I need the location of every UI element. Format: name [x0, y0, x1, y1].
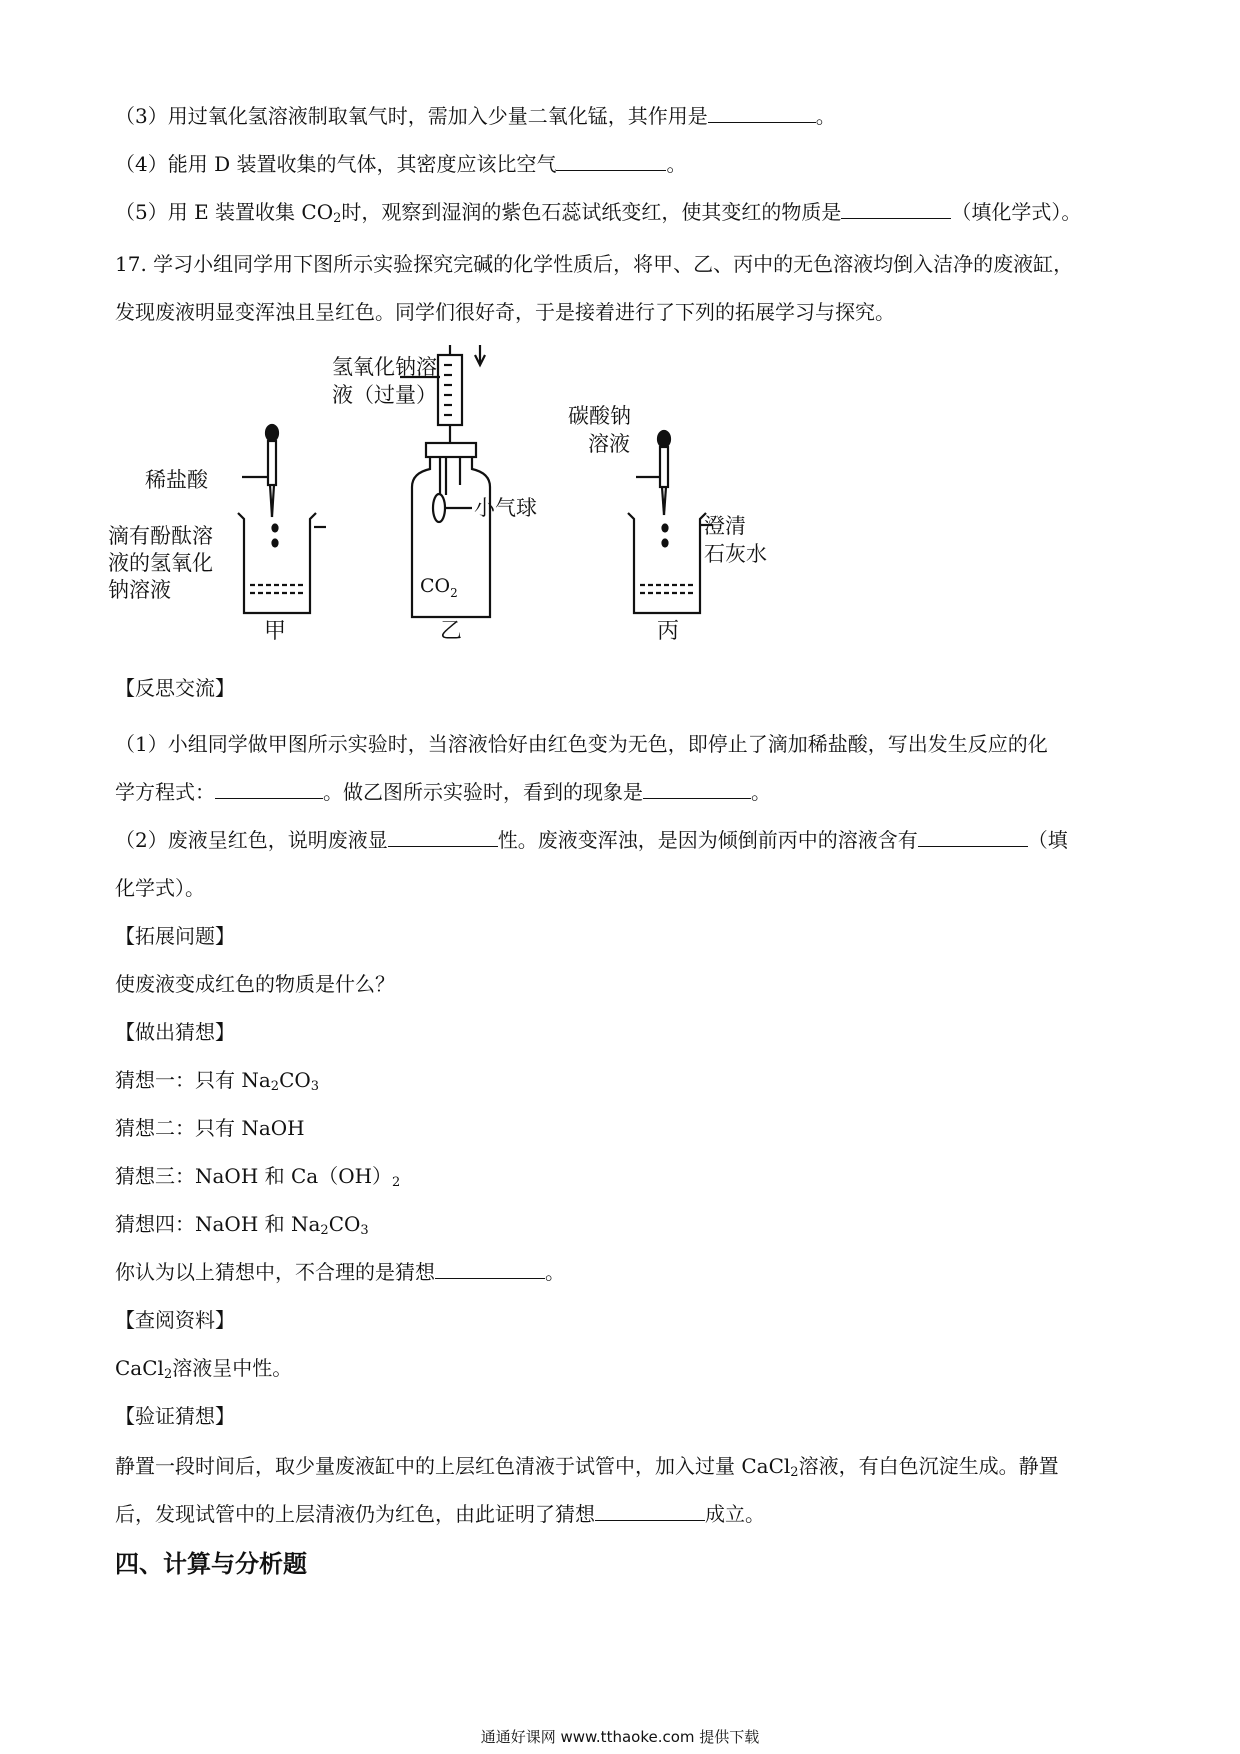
q5-text-3: （填化学式）。	[951, 200, 1082, 224]
yi-syringe-icon	[433, 345, 467, 450]
yi-caption: 乙	[440, 619, 463, 644]
reflect-p1-line-1: （1）小组同学做甲图所示实验时，当溶液恰好由红色变为无色，即停止了滴加稀盐酸，写出发生反应的化	[115, 732, 1048, 756]
q4-answer-blank[interactable]	[556, 150, 666, 171]
jia-solution-line-1: 滴有酚酞溶	[108, 524, 213, 548]
bing-beaker-icon	[628, 513, 712, 613]
bing-solution-line-1: 澄清	[704, 514, 746, 538]
reflect-p2-text-b: 性。废液变浑浊，是因为倾倒前丙中的溶液含有	[497, 828, 918, 852]
q5-answer-blank[interactable]	[841, 198, 951, 219]
q4-text: （4）能用 D 装置收集的气体，其密度应该比空气	[115, 152, 557, 176]
reflect-p2-line-2: 化学式）。	[115, 876, 205, 900]
verify-answer-blank[interactable]	[595, 1500, 705, 1521]
yi-gas-label: $CO_2$	[420, 575, 458, 600]
jia-caption: 甲	[264, 619, 287, 644]
extend-question: 使废液变成红色的物质是什么？	[115, 972, 395, 996]
reflect-p1-text-b: 。做乙图所示实验时，看到的现象是	[323, 780, 643, 804]
guess-2: 猜想二：只有 NaOH	[115, 1116, 305, 1140]
bing-dropper-icon	[658, 431, 670, 515]
verify-line-2-text: 后，发现试管中的上层清液仍为红色，由此证明了猜想	[115, 1502, 595, 1526]
extend-heading: 【拓展问题】	[115, 924, 235, 948]
page-footer: 通通好课网 www.tthaoke.com 提供下载	[480, 1728, 760, 1746]
guess-3: 猜想三：NaOH 和 $Ca(OH)_2$	[115, 1164, 401, 1190]
q4-end: 。	[666, 152, 687, 176]
reflect-p2-text-c: （填	[1027, 828, 1068, 852]
jia-reagent-label: 稀盐酸	[145, 468, 208, 492]
guess-4: 猜想四：NaOH 和 $Na_2CO_3$	[115, 1212, 369, 1238]
q4-line	[115, 150, 686, 178]
guess-question-text: 你认为以上猜想中，不合理的是猜想	[115, 1260, 435, 1284]
bing-caption: 丙	[657, 619, 680, 644]
experiment-figure	[100, 345, 880, 645]
verify-heading: 【验证猜想】	[115, 1404, 235, 1428]
yi-reagent-line-2: 液（过量）	[332, 383, 437, 407]
reflect-p1-text-c: 。	[751, 780, 771, 804]
property-answer-blank[interactable]	[388, 826, 498, 847]
bing-reagent-line-1: 碳酸钠	[568, 404, 631, 428]
q3-line	[115, 102, 836, 130]
guess-question-end: 。	[545, 1260, 565, 1284]
q3-end: 。	[815, 104, 836, 128]
reflect-p1-line-2	[115, 778, 771, 806]
consult-text: CaCl$_2$溶液呈中性。	[115, 1356, 293, 1382]
reflect-p2-line-1	[115, 826, 1068, 854]
guess-answer-blank[interactable]	[435, 1258, 545, 1279]
verify-line-2	[115, 1500, 765, 1528]
q5-text: （5）用 E 装置收集 CO	[115, 200, 334, 224]
jia-solution-line-2: 液的氢氧化	[108, 551, 213, 575]
bing-solution-line-2: 石灰水	[704, 542, 767, 566]
q3-answer-blank[interactable]	[708, 102, 816, 123]
reflect-heading: 【反思交流】	[115, 676, 235, 700]
reflect-p1-text-a: 学方程式：	[115, 780, 215, 804]
guess-question	[115, 1258, 565, 1286]
verify-line-1: 静置一段时间后，取少量废液缸中的上层红色清液于试管中，加入过量 CaCl$_2$溶液，有白色沉淀生成。静置	[115, 1454, 1059, 1480]
phenomenon-answer-blank[interactable]	[643, 778, 751, 799]
guess-1: 猜想一：只有 $Na_2CO_3$	[115, 1068, 320, 1094]
jia-beaker-icon	[238, 513, 326, 613]
q17-line-1: 17. 学习小组同学用下图所示实验探究完碱的化学性质后，将甲、乙、丙中的无色溶液均倒入洁净的废液缸，	[115, 252, 1074, 276]
guess-heading: 【做出猜想】	[115, 1020, 235, 1044]
q5-text-2: 时，观察到湿润的紫色石蕊试纸变红，使其变红的物质是	[341, 200, 842, 224]
q5-sub: 2	[333, 211, 342, 226]
q5-line	[115, 198, 1081, 226]
consult-heading: 【查阅资料】	[115, 1308, 235, 1332]
formula-answer-blank[interactable]	[918, 826, 1028, 847]
bing-reagent-line-2: 溶液	[588, 432, 630, 456]
verify-line-2-end: 成立。	[705, 1502, 765, 1526]
jia-solution-line-3: 钠溶液	[108, 578, 171, 602]
jia-dropper-icon	[266, 425, 278, 517]
section-4-heading: 四、计算与分析题	[115, 1549, 307, 1578]
q17-line-2: 发现废液明显变浑浊且呈红色。同学们很好奇，于是接着进行了下列的拓展学习与探究。	[115, 300, 895, 324]
reflect-p2-text-a: （2）废液呈红色，说明废液显	[115, 828, 388, 852]
q3-text: （3）用过氧化氢溶液制取氧气时，需加入少量二氧化锰，其作用是	[115, 104, 708, 128]
yi-reagent-line-1: 氢氧化钠溶	[332, 355, 437, 379]
equation-answer-blank[interactable]	[215, 778, 323, 799]
yi-balloon-label: 小气球	[474, 496, 537, 520]
